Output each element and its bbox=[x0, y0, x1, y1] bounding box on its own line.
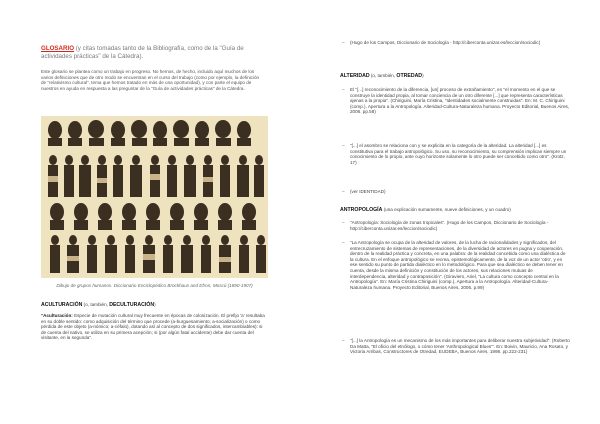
sociology-dictionary-ref: (Hugo de los Campos, Diccionario de Sociología - http://ciberconta.unizar.es/leccion/sociodic) bbox=[350, 40, 541, 45]
glossary-intro: Este glosario se plantea como un trabajo en progreso. No hemos, de hecho, incluido aquí muchos de los varios definiciones que de otro modo se encuentran en el curso del trabajo (como por ejemplo, la definición de "relativismo cultural", tema que hemos tratado en más de una oportunidad), y con parte el equipo de nuestros en ayuda en respuesta a las preguntar de la "Guía de actividades prácticas" de la Cátedra. bbox=[41, 69, 260, 91]
ethnographic-illustration bbox=[41, 116, 268, 278]
bullet-dash: – bbox=[342, 87, 345, 92]
alteridad-quote-1: El "[...] reconocimiento de la diferencia, [un] proceso de extrañamiento", en "el momento en el que se construye la identidad propia, al tomar conciencia de un otro diferente [...] que representa características ajenas a la propia". (Chiriguini, María Cristina, "Identidades socialmente construidas". En: M. C. Chiriguini (comp.), Apertura a la Antropología. Alteridad-Cultura-Naturaleza humana. Proyecto Editorial, Buenos Aires, 2006. pp.58) bbox=[350, 87, 570, 115]
glossary-title-rest: (y citas tomadas tanto de la Bibliografía, como de la "Guía de actividades prácticas" de la Cátedra). bbox=[41, 45, 244, 60]
alteridad-heading-end: ) bbox=[422, 73, 424, 78]
bullet-dash: – bbox=[342, 240, 345, 245]
antropologia-heading-line bbox=[340, 207, 570, 214]
aculturacion-heading-mid: (o, también, bbox=[82, 302, 110, 307]
alteridad-see-also: (ver IDENTIDAD) bbox=[350, 189, 386, 194]
otredad-heading: OTREDAD bbox=[396, 73, 423, 79]
illustration-caption: Dibujo de grupos humanos. Diccionario Enciclopédico Brockhaus and Efron, Moscú (1890-1907) bbox=[56, 283, 253, 288]
bullet-dash: – bbox=[342, 338, 345, 343]
glossary-title bbox=[41, 45, 268, 60]
alteridad-heading-line bbox=[340, 73, 570, 80]
alteridad-heading: ALTERIDAD bbox=[340, 73, 370, 79]
bullet-dash: – bbox=[342, 189, 345, 194]
bullet-dash: – bbox=[342, 143, 345, 148]
antropologia-quote-1: "Antropología: Sociología de zonas tropicales". (Hugo de los Campos, Diccionario de Sociología - http://ciberconta.unizar.es/leccion/sociodic) bbox=[350, 220, 549, 231]
antropologia-quote-3: "[...] la Antropología es un mecanismo de los más importantes para deliberar nuestra subjetividad". (Roberto Da Matta, "El oficio del etnólogo, o cómo tener 'Anthropological Blues'". En: Boivin, Mauricio, Ana Rosato, y Victoria Arribas, Constructores de Otredad, EUDEBA, Buenos Aires, 1998. pp.222-231) bbox=[350, 338, 570, 355]
aculturacion-heading-line bbox=[41, 302, 268, 309]
aculturacion-label: "Aculturación: bbox=[41, 313, 73, 318]
deculturacion-heading: DECULTURACIÓN bbox=[109, 302, 155, 308]
aculturacion-heading: ACULTURACIÓN bbox=[41, 302, 83, 308]
aculturacion-definition bbox=[41, 313, 265, 341]
antropologia-quote-2: "La Antropología se ocupa de la alteridad de valores, de la lucha de racionalidades y significados, del entrecruzamiento de sistemas de representaciones, de la diversidad de actores en pugna y cooperación, dentro de la realidad práctica y concreta, en una palabra: de la realidad concebida como una dialéctica de la cultura. En el enfoque antropológico se recrea, epistemológicamente, de la voz de un actor 'otro', y en ese sentido su punto de partida dialéctico en lo metodológico. Para que sea dialéctico se deben tener en cuenta, desde la misma definición y constitución de los actores, sus relaciones mutuas de interdependencia, alteridad y contraposición". (Giraviero, Ariel, "La cultura como concepto central en la Antropología". En: María Cristina Chiriguini (comp.), Apertura a la Antropología. Alteridad-Cultura-Naturaleza humana. Proyecto Editorial, Buenos Aires, 2006. p.99) bbox=[350, 240, 566, 290]
bullet-dash: – bbox=[342, 220, 345, 225]
alteridad-heading-mid: (o, también, bbox=[369, 73, 397, 78]
aculturacion-body: Especie de mutación cultural muy frecuente en épocas de colonización. El prefijo 'a' resultaba en su doble sentido: como adquisición del término que procede (a-burguesamiento; a-socialización) o como pérdida de este objeto (a-nómico; a-céfalo), dotando así al concepto de dos significados, intercambiables): si de cuenta del nativo, se utiliza en su primera acepción; si (por algún fatal accidente) debe dar cuenta del visitante, en la segunda". bbox=[41, 313, 265, 341]
antropologia-heading: ANTROPOLOGÍA bbox=[340, 207, 383, 213]
glossary-title-word: GLOSARIO bbox=[41, 45, 75, 52]
alteridad-quote-2: "[...] el asombro se relaciona con y se explicita en la categoría de la alteridad. La alteridad [...] es constitutiva para el trabajo antropológico. Su uso, su reconocimiento, su comprensión implican siempre un conocimiento de lo propio, ante cuyo horizonte solamente lo otro puede ser concebido como otro". (Krotz, 17) bbox=[350, 143, 567, 165]
bullet-dash: – bbox=[342, 40, 345, 45]
antropologia-heading-rest: (una explicación sumamente, nueve definiciones, y un cuadro) bbox=[382, 207, 511, 212]
aculturacion-heading-end: ) bbox=[154, 302, 156, 307]
human-groups-drawing bbox=[41, 116, 268, 278]
